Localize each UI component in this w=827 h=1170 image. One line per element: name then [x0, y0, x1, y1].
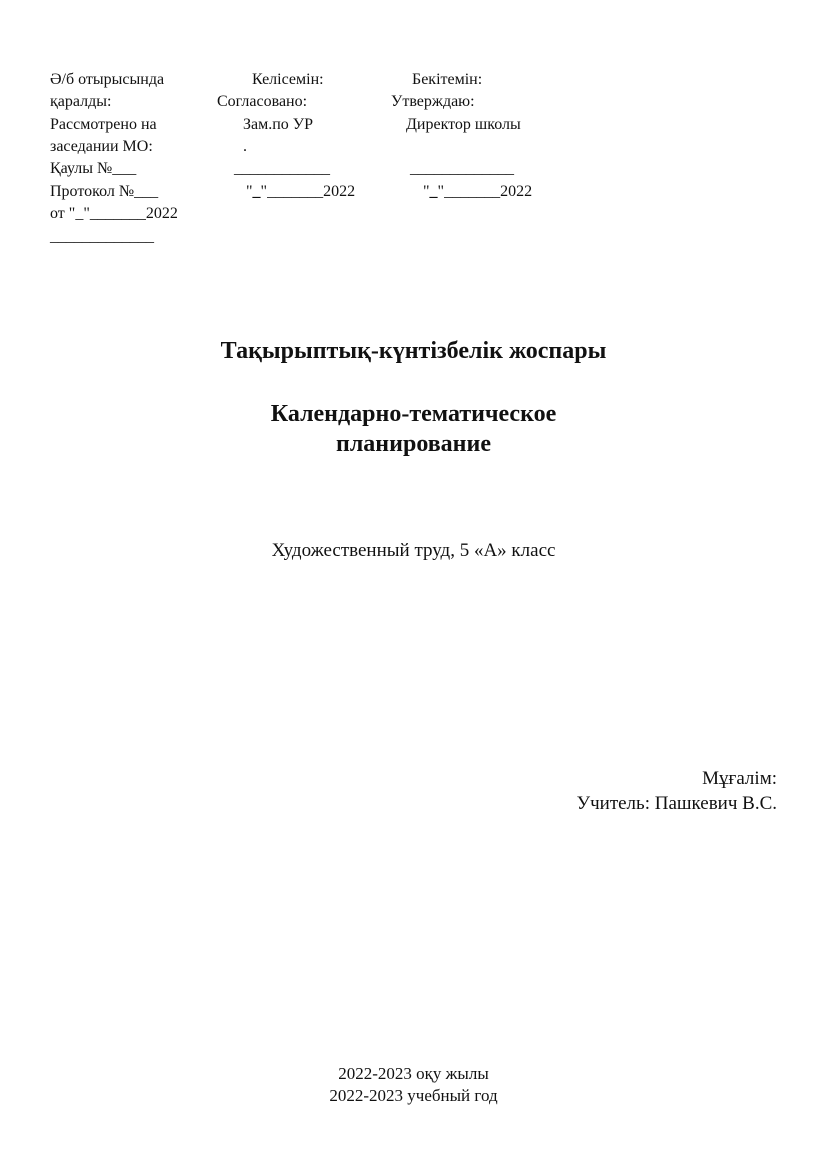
teacher-label-kz: Мұғалім:: [702, 768, 777, 789]
deputy-role-label: Зам.по УР: [243, 116, 314, 133]
mo-meeting-label-ru: заседании МО:: [50, 138, 153, 155]
mo-considered-label-ru: Рассмотрено на: [50, 116, 157, 133]
protocol-number-field: Протокол №___: [50, 183, 159, 200]
agreed-heading-ru: Согласовано:: [217, 93, 308, 110]
mo-signature-line: _____________: [50, 228, 154, 245]
academic-year-block: [0, 1063, 827, 1107]
deputy-date-field: "_"_______2022: [246, 183, 356, 200]
director-signature-line: _____________: [410, 160, 514, 177]
director-role-label: Директор школы: [406, 116, 521, 133]
teacher-block: [577, 766, 777, 816]
academic-year-ru: 2022-2023 учебный год: [329, 1086, 498, 1105]
mo-considered-label-kz: қаралды:: [50, 93, 112, 110]
approved-heading-ru: Утверждаю:: [391, 93, 475, 110]
deputy-signature-line: ____________: [234, 160, 330, 177]
teacher-name: Учитель: Пашкевич В.С.: [576, 793, 777, 814]
agreed-heading-kz: Келісемін:: [252, 71, 324, 88]
approved-heading-kz: Бекітемін:: [412, 71, 483, 88]
document-title-ru-line1: Календарно-тематическое: [270, 401, 557, 427]
academic-year-kz: 2022-2023 оқу жылы: [338, 1064, 489, 1083]
document-title-ru: [0, 399, 827, 459]
document-title-ru-line2: планирование: [336, 431, 491, 457]
subject-and-class: Художественный труд, 5 «А» класс: [271, 540, 556, 561]
mo-meeting-label-kz: Ә/б отырысында: [50, 71, 165, 88]
resolution-number-field: Қаулы №___: [50, 160, 137, 177]
director-date-field: "_"_______2022: [423, 183, 533, 200]
protocol-date-field: от "_"_______2022: [50, 205, 178, 222]
document-title-kz: Тақырыптық-күнтізбелік жоспары: [220, 338, 607, 364]
deputy-name-placeholder: .: [243, 138, 247, 155]
